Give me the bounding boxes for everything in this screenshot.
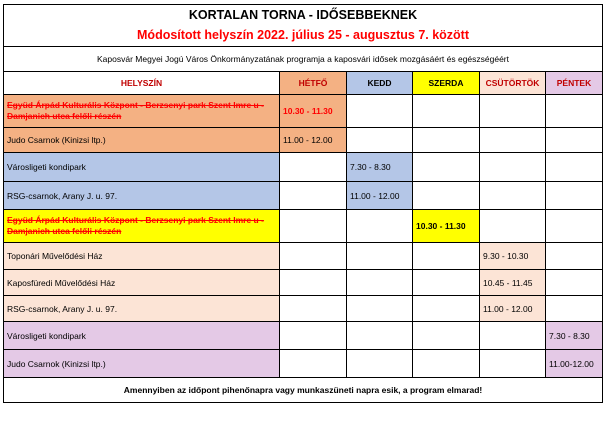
empty-cell: [280, 322, 347, 350]
empty-cell: [347, 350, 413, 378]
empty-cell: [347, 243, 413, 270]
time-cell: 9.30 - 10.30: [480, 243, 546, 270]
empty-cell: [413, 95, 480, 128]
empty-cell: [546, 153, 603, 182]
header-day-wednesday: SZERDA: [413, 72, 480, 95]
empty-cell: [280, 270, 347, 296]
time-cell: 11.00 - 12.00: [347, 182, 413, 210]
empty-cell: [546, 95, 603, 128]
table-row: [4, 296, 603, 322]
venue-cell: [4, 95, 280, 128]
empty-cell: [280, 243, 347, 270]
empty-cell: [413, 270, 480, 296]
venue-struck-text: Együd Árpád Kulturális Központ: [7, 215, 138, 225]
venue-rest-text: - Berzsenyi park Szent Imre u - Damjanich utca felőli részén: [7, 100, 264, 121]
time-cell: 11.00-12.00: [546, 350, 603, 378]
table-row: [4, 243, 603, 270]
empty-cell: [546, 128, 603, 153]
venue-cell: RSG-csarnok, Arany J. u. 97.: [4, 296, 280, 322]
empty-cell: [480, 95, 546, 128]
table-row: [4, 270, 603, 296]
empty-cell: [413, 350, 480, 378]
table-row: [4, 210, 603, 243]
empty-cell: [413, 153, 480, 182]
empty-cell: [546, 270, 603, 296]
time-cell: 10.45 - 11.45: [480, 270, 546, 296]
schedule-table: [3, 4, 603, 403]
table-row: [4, 350, 603, 378]
table-row: [4, 128, 603, 153]
schedule-rows: [4, 95, 603, 378]
header-day-thursday: CSÜTÖRTÖK: [480, 72, 546, 95]
empty-cell: [413, 296, 480, 322]
empty-cell: [347, 210, 413, 243]
header-day-monday: HÉTFŐ: [280, 72, 347, 95]
empty-cell: [347, 322, 413, 350]
empty-cell: [280, 210, 347, 243]
empty-cell: [413, 128, 480, 153]
table-row: [4, 153, 603, 182]
empty-cell: [480, 350, 546, 378]
empty-cell: [546, 210, 603, 243]
table-row: [4, 95, 603, 128]
empty-cell: [280, 182, 347, 210]
time-cell: 10.30 - 11.30: [413, 210, 480, 243]
empty-cell: [280, 350, 347, 378]
empty-cell: [347, 128, 413, 153]
empty-cell: [546, 243, 603, 270]
empty-cell: [480, 153, 546, 182]
empty-cell: [347, 296, 413, 322]
empty-cell: [480, 210, 546, 243]
table-row: [4, 322, 603, 350]
empty-cell: [280, 153, 347, 182]
time-cell: 7.30 - 8.30: [546, 322, 603, 350]
page-subtitle: Módosított helyszín 2022. július 25 - augusztus 7. között: [4, 24, 603, 47]
venue-cell: Judo Csarnok (Kinizsi ltp.): [4, 128, 280, 153]
venue-cell: Judo Csarnok (Kinizsi ltp.): [4, 350, 280, 378]
empty-cell: [546, 182, 603, 210]
empty-cell: [480, 128, 546, 153]
venue-cell: Kaposfüredi Művelődési Ház: [4, 270, 280, 296]
empty-cell: [347, 270, 413, 296]
program-description: Kaposvár Megyei Jogú Város Önkormányzatának programja a kaposvári idősek mozgásáért és egészségéért: [4, 47, 603, 72]
time-cell: 11.00 - 12.00: [480, 296, 546, 322]
empty-cell: [347, 95, 413, 128]
venue-cell: Városligeti kondipark: [4, 322, 280, 350]
time-cell: 10.30 - 11.30: [280, 95, 347, 128]
empty-cell: [280, 296, 347, 322]
venue-cell: Városligeti kondipark: [4, 153, 280, 182]
empty-cell: [413, 182, 480, 210]
time-cell: 7.30 - 8.30: [347, 153, 413, 182]
time-cell: 11.00 - 12.00: [280, 128, 347, 153]
header-venue: HELYSZÍN: [4, 72, 280, 95]
footer-note: Amennyiben az időpont pihenőnapra vagy munkaszüneti napra esik, a program elmarad!: [4, 378, 603, 403]
venue-cell: RSG-csarnok, Arany J. u. 97.: [4, 182, 280, 210]
empty-cell: [480, 322, 546, 350]
empty-cell: [413, 322, 480, 350]
venue-cell: [4, 210, 280, 243]
empty-cell: [546, 296, 603, 322]
empty-cell: [480, 182, 546, 210]
venue-rest-text: - Berzsenyi park Szent Imre u - Damjanich utca felőli részén: [7, 215, 264, 236]
page-title: KORTALAN TORNA - IDŐSEBBEKNEK: [4, 5, 603, 25]
table-row: [4, 182, 603, 210]
venue-struck-text: Együd Árpád Kulturális Központ: [7, 100, 138, 110]
header-day-friday: PÉNTEK: [546, 72, 603, 95]
empty-cell: [413, 243, 480, 270]
header-day-tuesday: KEDD: [347, 72, 413, 95]
venue-cell: Toponári Művelődési Ház: [4, 243, 280, 270]
